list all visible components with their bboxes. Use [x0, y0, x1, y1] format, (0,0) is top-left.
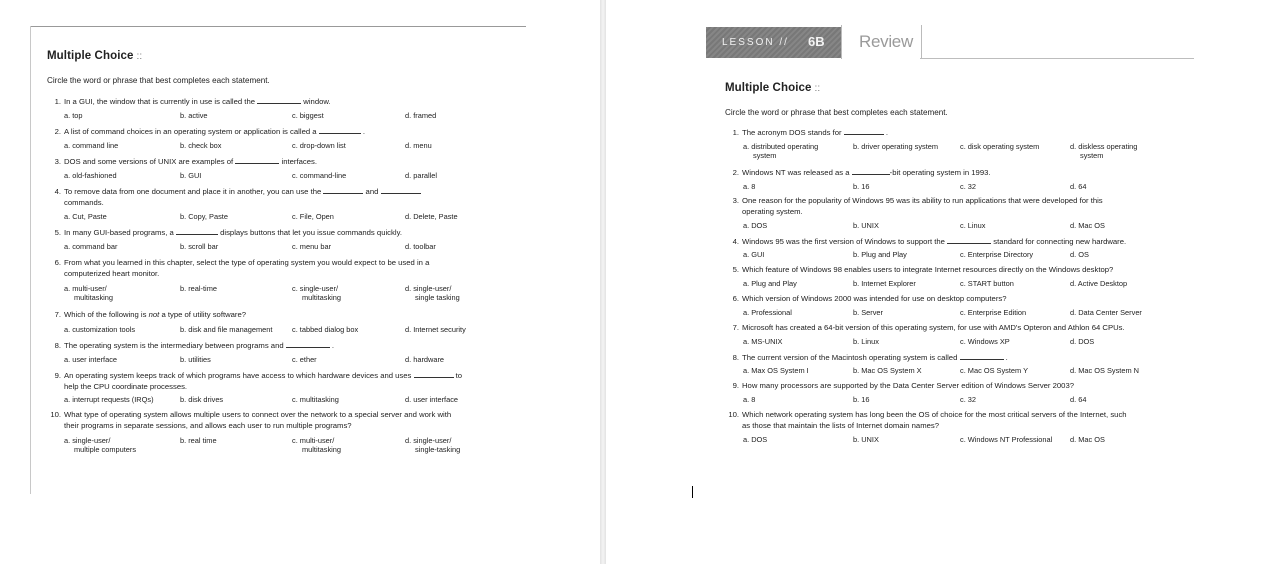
left-q9-option-d[interactable]: d. user interface	[405, 395, 458, 404]
left-q8-option-a[interactable]: a. user interface	[64, 355, 117, 364]
right-q6-option-b[interactable]: b. Server	[853, 308, 883, 317]
left-q7-option-a[interactable]: a. customization tools	[64, 325, 136, 334]
left-q4-option-a[interactable]: a. Cut, Paste	[64, 212, 107, 221]
right-q3-option-d[interactable]: d. Mac OS	[1070, 221, 1105, 230]
right-q10-option-b[interactable]: b. UNIX	[853, 435, 879, 444]
left-heading: Multiple Choice ::	[47, 50, 143, 62]
left-q5-option-c[interactable]: c. menu bar	[292, 242, 332, 251]
right-q7-option-a[interactable]: a. MS-UNIX	[743, 337, 783, 346]
left-question-3: 3. DOS and some versions of UNIX are examples of interfaces.	[54, 157, 317, 166]
left-q5-option-a[interactable]: a. command bar	[64, 242, 118, 251]
right-q3-option-c[interactable]: c. Linux	[960, 221, 986, 230]
left-question-10: 10. What type of operating system allows multiple users to connect over the network to a special server and work with their programs in separate sessions, and allows each user to run multiple programs?	[50, 410, 452, 430]
right-q7-option-c[interactable]: c. Windows XP	[960, 337, 1010, 346]
right-question-9: 9. How many processors are supported by the Data Center Server edition of Windows Server 2003?	[732, 381, 1075, 390]
right-q1-option-a[interactable]: a. distributed operating system	[743, 142, 819, 161]
right-question-5: 5. Which feature of Windows 98 enables users to integrate Internet resources directly on the Windows desktop?	[732, 265, 1114, 274]
left-q2-option-b[interactable]: b. check box	[180, 141, 222, 150]
right-q6-option-a[interactable]: a. Professional	[743, 308, 792, 317]
right-q10-option-d[interactable]: d. Mac OS	[1070, 435, 1105, 444]
left-q10-option-c[interactable]: c. multi-user/ multitasking	[292, 436, 342, 455]
right-q5-option-d[interactable]: d. Active Desktop	[1070, 279, 1128, 288]
right-q2-option-a[interactable]: a. 8	[743, 182, 756, 191]
left-question-1: 1. In a GUI, the window that is currently in use is called the window.	[54, 97, 331, 106]
left-q1-option-a[interactable]: a. top	[64, 111, 83, 120]
right-q1-option-c[interactable]: c. disk operating system	[960, 142, 1040, 151]
right-q10-option-a[interactable]: a. DOS	[743, 435, 768, 444]
left-q6-option-c[interactable]: c. single-user/ multitasking	[292, 284, 342, 303]
left-q6-option-b[interactable]: b. real-time	[180, 284, 217, 293]
right-q1-option-b[interactable]: b. driver operating system	[853, 142, 939, 151]
left-q9-option-c[interactable]: c. multitasking	[292, 395, 339, 404]
left-intro: Circle the word or phrase that best completes each statement.	[47, 76, 270, 85]
left-q10-option-a[interactable]: a. single-user/ multiple computers	[64, 436, 137, 455]
left-q4-option-d[interactable]: d. Delete, Paste	[405, 212, 458, 221]
right-intro: Circle the word or phrase that best completes each statement.	[725, 108, 948, 117]
right-question-6: 6. Which version of Windows 2000 was intended for use on desktop computers?	[732, 294, 1007, 303]
left-q2-option-a[interactable]: a. command line	[64, 141, 119, 150]
left-question-9: 9. An operating system keeps track of which programs have access to which hardware devices and uses to help the CPU coordinate processes.	[54, 371, 463, 391]
right-q9-option-d[interactable]: d. 64	[1070, 395, 1087, 404]
right-q3-option-a[interactable]: a. DOS	[743, 221, 768, 230]
right-question-1: 1. The acronym DOS stands for .	[732, 128, 888, 137]
left-q1-option-c[interactable]: c. biggest	[292, 111, 324, 120]
right-question-8: 8. The current version of the Macintosh operating system is called .	[732, 353, 1008, 362]
right-q9-option-c[interactable]: c. 32	[960, 395, 977, 404]
lesson-number: 6B	[808, 34, 825, 49]
lesson-label: LESSON //	[722, 37, 789, 48]
right-question-4: 4. Windows 95 was the first version of Windows to support the standard for connecting new hardware.	[732, 237, 1127, 246]
left-q4-option-b[interactable]: b. Copy, Paste	[180, 212, 228, 221]
left-top-rule	[30, 26, 526, 27]
right-q5-option-a[interactable]: a. Plug and Play	[743, 279, 797, 288]
right-q5-option-c[interactable]: c. START button	[960, 279, 1014, 288]
right-q4-option-a[interactable]: a. GUI	[743, 250, 765, 259]
left-q10-option-b[interactable]: b. real time	[180, 436, 217, 445]
right-q5-option-b[interactable]: b. Internet Explorer	[853, 279, 916, 288]
right-heading: Multiple Choice ::	[725, 82, 821, 94]
left-q9-option-a[interactable]: a. interrupt requests (IRQs)	[64, 395, 154, 404]
left-question-4: 4. To remove data from one document and place it in another, you can use the and commands.	[47, 186, 421, 208]
right-q8-option-c[interactable]: c. Mac OS System Y	[960, 366, 1029, 375]
review-title: Review	[859, 32, 913, 51]
left-q4-option-c[interactable]: c. File, Open	[292, 212, 334, 221]
right-q9-option-b[interactable]: b. 16	[853, 395, 870, 404]
right-q2-option-d[interactable]: d. 64	[1070, 182, 1087, 191]
left-q1-option-d[interactable]: d. framed	[405, 111, 437, 120]
right-question-3: 3. One reason for the popularity of Windows 95 was its ability to run applications that were developed for this operating system.	[732, 196, 1103, 216]
right-question-10: 10. Which network operating system has long been the OS of choice for the most critical servers of the Internet, such as those that maintain the lists of Internet domain names?	[728, 410, 1127, 430]
right-q2-option-b[interactable]: b. 16	[853, 182, 870, 191]
banner-rule	[920, 58, 1194, 59]
left-q8-option-b[interactable]: b. utilities	[180, 355, 211, 364]
left-q1-option-b[interactable]: b. active	[180, 111, 208, 120]
text-cursor	[692, 486, 693, 498]
left-q9-option-b[interactable]: b. disk drives	[180, 395, 224, 404]
right-q6-option-c[interactable]: c. Enterprise Edition	[960, 308, 1027, 317]
right-q3-option-b[interactable]: b. UNIX	[853, 221, 879, 230]
left-q6-option-a[interactable]: a. multi-user/ multitasking	[64, 284, 114, 303]
left-q8-option-c[interactable]: c. ether	[292, 355, 317, 364]
right-q7-option-d[interactable]: d. DOS	[1070, 337, 1095, 346]
left-question-6: 6. From what you learned in this chapter, select the type of operating system you would expect to be used in a computerized heart monitor.	[54, 258, 430, 278]
left-q3-option-d[interactable]: d. parallel	[405, 171, 438, 180]
left-q7-option-b[interactable]: b. disk and file management	[180, 325, 273, 334]
right-q4-option-d[interactable]: d. OS	[1070, 250, 1089, 259]
left-question-7: 7. Which of the following is not a type of utility software?	[54, 310, 247, 319]
left-q5-option-d[interactable]: d. toolbar	[405, 242, 436, 251]
right-q8-option-d[interactable]: d. Mac OS System N	[1070, 366, 1139, 375]
right-q8-option-a[interactable]: a. Max OS System I	[743, 366, 809, 375]
left-q6-option-d[interactable]: d. single-user/ single tasking	[405, 284, 460, 303]
left-q2-option-c[interactable]: c. drop-down list	[292, 141, 346, 150]
right-q7-option-b[interactable]: b. Linux	[853, 337, 879, 346]
right-q4-option-c[interactable]: c. Enterprise Directory	[960, 250, 1034, 259]
left-question-8: 8. The operating system is the intermediary between programs and .	[54, 341, 335, 350]
left-q10-option-d[interactable]: d. single-user/ single-tasking	[405, 436, 461, 455]
left-page-edge	[30, 26, 31, 494]
left-q8-option-d[interactable]: d. hardware	[405, 355, 445, 364]
left-q3-option-b[interactable]: b. GUI	[180, 171, 202, 180]
right-q2-option-c[interactable]: c. 32	[960, 182, 977, 191]
right-q9-option-a[interactable]: a. 8	[743, 395, 756, 404]
left-q5-option-b[interactable]: b. scroll bar	[180, 242, 219, 251]
left-q7-option-c[interactable]: c. tabbed dialog box	[292, 325, 359, 334]
left-q3-option-a[interactable]: a. old-fashioned	[64, 171, 117, 180]
left-q2-option-d[interactable]: d. menu	[405, 141, 432, 150]
right-page	[606, 0, 1261, 564]
left-q3-option-c[interactable]: c. command-line	[292, 171, 347, 180]
right-question-2: 2. Windows NT was released as a -bit operating system in 1993.	[732, 168, 991, 177]
right-q1-option-d[interactable]: d. diskless operating system	[1070, 142, 1138, 161]
right-q6-option-d[interactable]: d. Data Center Server	[1070, 308, 1142, 317]
left-question-2: 2. A list of command choices in an operating system or application is called a .	[54, 127, 365, 136]
left-q7-option-d[interactable]: d. Internet security	[405, 325, 466, 334]
right-q4-option-b[interactable]: b. Plug and Play	[853, 250, 907, 259]
right-q8-option-b[interactable]: b. Mac OS System X	[853, 366, 922, 375]
right-question-7: 7. Microsoft has created a 64-bit version of this operating system, for use with AMD's Opteron and Athlon 64 CPUs.	[732, 323, 1125, 332]
left-question-5: 5. In many GUI-based programs, a displays buttons that let you issue commands quickly.	[54, 228, 402, 237]
right-q10-option-c[interactable]: c. Windows NT Professional	[960, 435, 1053, 444]
